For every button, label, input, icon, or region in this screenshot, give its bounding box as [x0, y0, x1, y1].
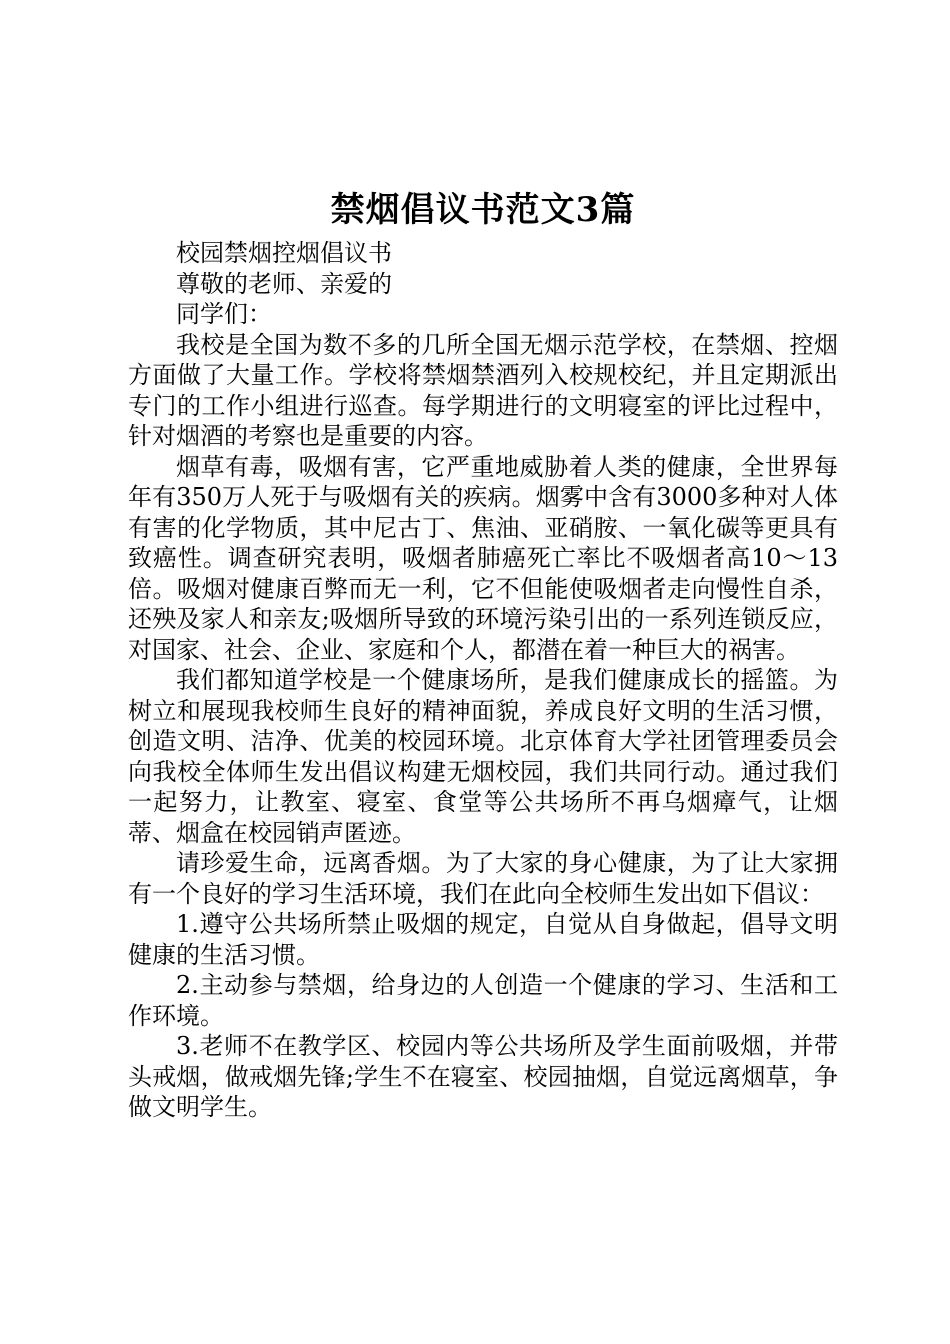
paragraph-salutation-cont: 同学们： — [176, 300, 272, 328]
list-item-2: 2.主动参与禁烟，给身边的人创造一个健康的学习、生活和工作环境。 — [128, 971, 838, 1030]
paragraph-heading: 校园禁烟控烟倡议书 — [176, 239, 392, 267]
paragraph-body-1: 我校是全国为数不多的几所全国无烟示范学校，在禁烟、控烟方面做了大量工作。学校将禁烟禁酒列入校规校纪，并且定期派出专门的工作小组进行巡查。每学期进行的文明寝室的评比过程中，针对烟酒的考察也是重要的内容。 — [128, 330, 838, 450]
paragraph-body-3: 我们都知道学校是一个健康场所，是我们健康成长的摇篮。为树立和展现我校师生良好的精神面貌，养成良好文明的生活习惯，创造文明、洁净、优美的校园环境。北京体育大学社团管理委员会向我校全体师生发出倡议构建无烟校园，我们共同行动。通过我们一起努力，让教室、寝室、食堂等公共场所不再乌烟瘴气，让烟蒂、烟盒在校园销声匿迹。 — [128, 666, 838, 847]
list-item-1: 1.遵守公共场所禁止吸烟的规定，自觉从自身做起，倡导文明健康的生活习惯。 — [128, 910, 838, 969]
list-item-3: 3.老师不在教学区、校园内等公共场所及学生面前吸烟，并带头戒烟，做戒烟先锋;学生不在寝室、校园抽烟，自觉远离烟草，争做文明学生。 — [128, 1032, 838, 1121]
document-title: 禁烟倡议书范文3篇 — [330, 190, 636, 230]
paragraph-salutation: 尊敬的老师、亲爱的 — [176, 269, 392, 298]
paragraph-body-4: 请珍爱生命，远离香烟。为了大家的身心健康，为了让大家拥有一个良好的学习生活环境，我们在此向全校师生发出如下倡议： — [128, 849, 838, 908]
paragraph-body-2: 烟草有毒，吸烟有害，它严重地威胁着人类的健康，全世界每年有350万人死于与吸烟有关的疾病。烟雾中含有3000多种对人体有害的化学物质，其中尼古丁、焦油、亚硝胺、一氧化碳等更具有致癌性。调查研究表明，吸烟者肺癌死亡率比不吸烟者高10～13倍。吸烟对健康百弊而无一利，它不但能使吸烟者走向慢性自杀，还殃及家人和亲友;吸烟所导致的环境污染引出的一系列连锁反应，对国家、社会、企业、家庭和个人，都潜在着一种巨大的祸害。 — [128, 452, 838, 664]
document-page — [128, 186, 838, 1123]
